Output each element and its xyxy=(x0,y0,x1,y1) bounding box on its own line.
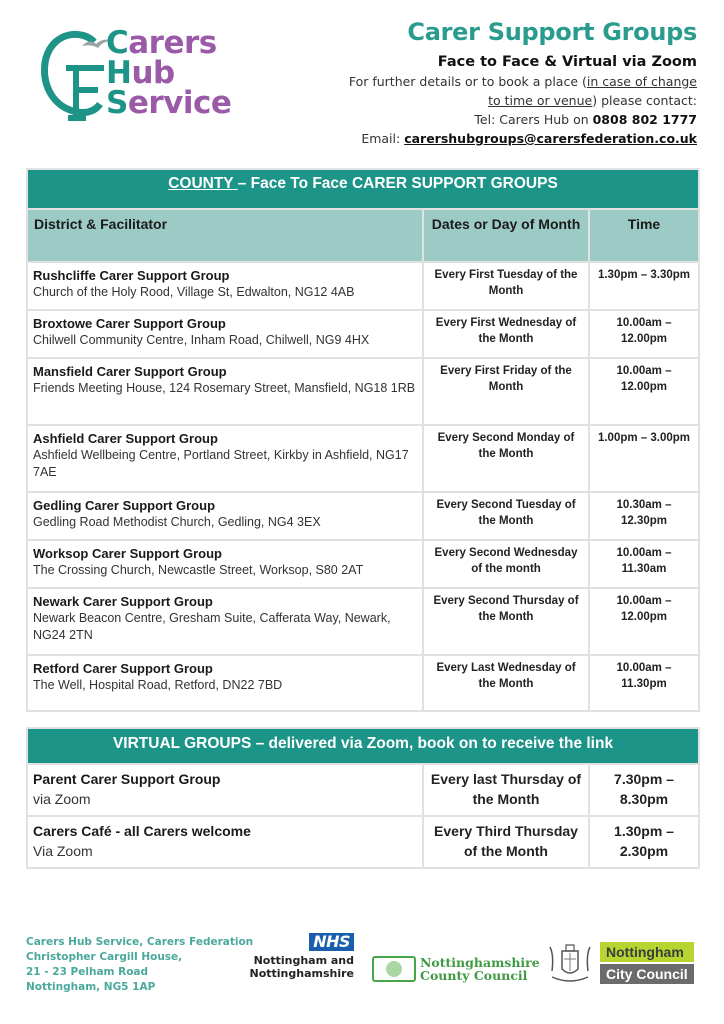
meeting-time: 10.00am – 11.30am xyxy=(589,540,699,588)
meeting-day: Every Second Monday of the Month xyxy=(423,425,589,492)
table-row xyxy=(27,425,699,492)
logo-wordmark: Carers Hub Service xyxy=(106,25,232,121)
group-name: Retford Carer Support Group xyxy=(33,661,213,676)
group-cell xyxy=(27,816,423,868)
nhs-logo: NHS Nottingham and Nottinghamshire xyxy=(249,932,354,980)
phone-number[interactable]: 0808 802 1777 xyxy=(592,112,697,127)
tree-icon xyxy=(372,956,416,982)
meeting-time: 1.00pm – 3.00pm xyxy=(589,425,699,492)
group-address: Chilwell Community Centre, Inham Road, Chilwell, NG9 4HX xyxy=(33,333,370,347)
group-name: Broxtowe Carer Support Group xyxy=(33,316,226,331)
meeting-time: 1.30pm – 3.30pm xyxy=(589,262,699,310)
group-address: via Zoom xyxy=(33,791,91,807)
meeting-time: 10.00am – 11.30pm xyxy=(589,655,699,711)
table-row xyxy=(27,588,699,655)
table-row xyxy=(27,655,699,711)
column-header-dates: Dates or Day of Month xyxy=(423,209,589,262)
group-address: Gedling Road Methodist Church, Gedling, NG4 3EX xyxy=(33,515,321,529)
group-name: Worksop Carer Support Group xyxy=(33,546,222,561)
group-name: Ashfield Carer Support Group xyxy=(33,431,218,446)
table-row xyxy=(27,540,699,588)
group-address: Ashfield Wellbeing Centre, Portland Street, Kirkby in Ashfield, NG17 7AE xyxy=(33,448,409,479)
table-row xyxy=(27,310,699,358)
city-council-logo: Nottingham City Council xyxy=(546,941,694,985)
meeting-day: Every Second Tuesday of the Month xyxy=(423,492,589,540)
group-cell xyxy=(27,588,423,655)
meeting-time: 10.00am – 12.00pm xyxy=(589,310,699,358)
table-row xyxy=(27,816,699,868)
meeting-day: Every First Tuesday of the Month xyxy=(423,262,589,310)
meeting-day: Every Second Wednesday of the month xyxy=(423,540,589,588)
table-row xyxy=(27,492,699,540)
county-groups-table xyxy=(26,168,700,712)
group-address: The Crossing Church, Newcastle Street, Worksop, S80 2AT xyxy=(33,563,364,577)
group-cell xyxy=(27,425,423,492)
meeting-day: Every Last Wednesday of the Month xyxy=(423,655,589,711)
group-cell xyxy=(27,540,423,588)
meeting-time: 10.30am – 12.30pm xyxy=(589,492,699,540)
email-link[interactable]: carershubgroups@carersfederation.co.uk xyxy=(404,131,697,146)
nhs-badge-icon: NHS xyxy=(309,933,354,951)
group-cell xyxy=(27,764,423,816)
meeting-day: Every last Thursday of the Month xyxy=(423,764,589,816)
county-council-logo: Nottinghamshire County Council xyxy=(372,956,540,982)
column-header-row xyxy=(27,209,699,262)
group-cell xyxy=(27,358,423,425)
carers-hub-logo xyxy=(36,24,256,124)
meeting-time: 1.30pm – 2.30pm xyxy=(589,816,699,868)
booking-info: For further details or to book a place (in case of change xyxy=(348,74,697,89)
column-header-time: Time xyxy=(589,209,699,262)
meeting-day: Every First Wednesday of the Month xyxy=(423,310,589,358)
meeting-time: 10.00am – 12.00pm xyxy=(589,588,699,655)
meeting-day: Every Second Thursday of the Month xyxy=(423,588,589,655)
group-name: Rushcliffe Carer Support Group xyxy=(33,268,230,283)
table-row xyxy=(27,764,699,816)
cf-monogram-icon xyxy=(36,24,116,124)
meeting-day: Every First Friday of the Month xyxy=(423,358,589,425)
group-cell xyxy=(27,310,423,358)
footer-address: Carers Hub Service, Carers Federation Christopher Cargill House, 21 - 23 Pelham Road Nottingham, NG5 1AP xyxy=(26,936,254,993)
group-address: Via Zoom xyxy=(33,843,93,859)
column-header-district: District & Facilitator xyxy=(27,209,423,262)
virtual-banner: VIRTUAL GROUPS – delivered via Zoom, book on to receive the link xyxy=(27,728,699,764)
group-cell xyxy=(27,492,423,540)
group-name: Newark Carer Support Group xyxy=(33,594,213,609)
page-title: Carer Support Groups xyxy=(407,18,697,46)
email-line: Email: carershubgroups@carersfederation.co.uk xyxy=(361,131,697,146)
virtual-groups-table xyxy=(26,727,700,869)
group-name: Parent Carer Support Group xyxy=(33,771,221,787)
group-address: The Well, Hospital Road, Retford, DN22 7BD xyxy=(33,678,283,692)
phone-line: Tel: Carers Hub on 0808 802 1777 xyxy=(474,112,697,127)
group-address: Church of the Holy Rood, Village St, Edwalton, NG12 4AB xyxy=(33,285,355,299)
group-name: Mansfield Carer Support Group xyxy=(33,364,227,379)
group-cell xyxy=(27,655,423,711)
header-info: Carer Support Groups Face to Face & Virtual via Zoom For further details or to book a place (in case of change to time or venue) please contact: Tel: Carers Hub on 0808 802 1777 Email: carershubgroups@carersfederation.co.uk xyxy=(348,18,697,146)
meeting-day: Every Third Thursday of the Month xyxy=(423,816,589,868)
group-address: Friends Meeting House, 124 Rosemary Street, Mansfield, NG18 1RB xyxy=(33,381,416,395)
coat-of-arms-icon xyxy=(546,941,594,985)
table-row xyxy=(27,262,699,310)
group-address: Newark Beacon Centre, Gresham Suite, Cafferata Way, Newark, NG24 2TN xyxy=(33,611,391,642)
page-subtitle: Face to Face & Virtual via Zoom xyxy=(437,54,697,70)
group-name: Carers Café - all Carers welcome xyxy=(33,823,251,839)
county-banner: COUNTY – Face To Face CARER SUPPORT GROUPS xyxy=(27,169,699,209)
group-name: Gedling Carer Support Group xyxy=(33,498,216,513)
meeting-time: 7.30pm – 8.30pm xyxy=(589,764,699,816)
table-row xyxy=(27,358,699,425)
group-cell xyxy=(27,262,423,310)
meeting-time: 10.00am – 12.00pm xyxy=(589,358,699,425)
